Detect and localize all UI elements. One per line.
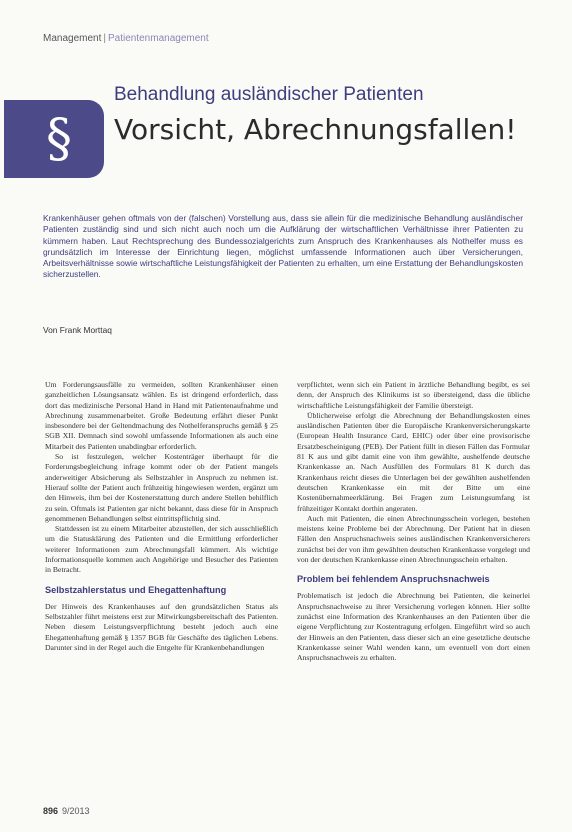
- left-column: [45, 380, 278, 653]
- body-paragraph: Auch mit Patienten, die einen Abrechnungsschein vorlegen, bestehen meistens keine Probleme bei der Abrechnung. Der Patient hat in diesen Fällen den Anspruchsnachweis seines ausländischen Krankenversicherers zunächst bei der von ihm gewählten deutschen Krankenkasse vorgelegt und von der deutschen Krankenkasse einen Abrechnungsschein erhalten.: [297, 513, 530, 565]
- issue-label: 9/2013: [62, 806, 90, 816]
- page-footer: [43, 806, 90, 816]
- header-separator: |: [103, 33, 106, 44]
- body-paragraph: So ist festzulegen, welcher Kostenträger überhaupt für die Forderungsbegleichung infrage kommt oder ob der Patient mangels anderweitiger Absicherung als Selbstzahler in Anspruch zu nehmen ist. Hierauf sollte der Patient auch frühzeitig hingewiesen werden, ergänzt um den Hinweis, ihm bei der Kostenerstattung durch andere Stellen behilflich zu sein. Oftmals ist Patienten gar nicht bekannt, dass diese für in Anspruch genommenen Behandlungen selbst eintrittspflichtig sind.: [45, 452, 278, 523]
- paragraph-icon: §: [46, 109, 72, 169]
- body-paragraph: Um Forderungsausfälle zu vermeiden, sollten Krankenhäuser einen ganzheitlichen Lösungsansatz wählen. Es ist dringend erforderlich, dass dort das medizinische Personal Hand in Hand mit Patientenaufnahme und Abrechnung zusammenarbeitet. Große Bedeutung erfährt dieser Punkt insbesondere bei der Geltendmachung des Nothelferanspruchs gemäß § 25 SGB XII. Demnach sind sowohl umfassende Informationen als auch eine Mitarbeit des Patienten unabdingbar erforderlich.: [45, 380, 278, 451]
- body-paragraph: Üblicherweise erfolgt die Abrechnung der Behandlungskosten eines ausländischen Patienten über die Europäische Krankenversicherungskarte (European Health Insurance Card, EHIC) oder über eine provisorische Ersatzbescheinigung (PEB). Der Patient füllt in diesen Fällen das Formular 81 K aus und gibt damit eine von ihm gewählte, aushelfende deutsche Krankenkasse an. Nach Ausfüllen des Formulars 81 K durch das Krankenhaus reicht dieses die Unterlagen bei der gewählten aushelfenden deutschen Krankenkasse ein mit der Bitte um eine Kostenübernahmeerklärung. Bei Fragen zum Leistungsumfang ist frühzeitiger Kontakt dorthin angeraten.: [297, 410, 530, 513]
- header-section: Management: [43, 33, 102, 44]
- page-number: 896: [43, 806, 59, 816]
- body-paragraph: Stattdessen ist zu einem Mitarbeiter abzustellen, der sich ausschließlich um die Statusklärung des Patienten und die Ermittlung erforderlicher weiterer Informationen zum Abrechnungsfall kümmert. Als wichtige Informationsquelle kommen auch Angehörige und Besucher des Patienten in Betracht.: [45, 524, 278, 575]
- page-header: [43, 33, 209, 44]
- section-heading: Problem bei fehlendem Anspruchsnachweis: [297, 574, 490, 585]
- header-subsection: Patientenmanagement: [107, 33, 209, 44]
- article-lead: Krankenhäuser gehen oftmals von der (falschen) Vorstellung aus, dass sie allein für die medizinische Behandlung ausländischer Patienten zuständig sind und sich nicht auch noch um die Aufklärung der wirtschaftlichen Verhältnisse ihrer Patienten zu kümmern haben. Laut Rechtsprechung des Bundessozialgerichts zum Anspruch des Krankenhauses als Nothelfer muss es grundsätzlich im Interesse der Einrichtung liegen, möglichst umfassende Informationen auch über Versicherungen, Arbeitsverhältnisse sowie wirtschaftliche Leistungsfähigkeit der Patienten zu erhalten, um eine Erstattung der Behandlungskosten sicherzustellen.: [43, 213, 523, 280]
- right-column: [297, 380, 530, 663]
- body-paragraph: Problematisch ist jedoch die Abrechnung bei Patienten, die keinerlei Anspruchsnachweise zu ihrer Versicherung vorlegen können. Hier sollte zunächst eine Information des Krankenhauses an den Patienten über die eigene Verpflichtung zur Kostentragung erfolgen. Eingeführt wird so auch der Hinweis an den Patienten, dass dieser sich an eine gesetzliche deutsche Krankenkasse seiner Wahl wenden kann, um eventuell von dort einen Anspruchsnachweis zu erhalten.: [297, 591, 530, 663]
- article-title: Vorsicht, Abrechnungsfallen!: [114, 113, 517, 146]
- article-author: Von Frank Morttaq: [43, 325, 112, 335]
- paragraph-badge: [14, 100, 104, 178]
- body-paragraph: Der Hinweis des Krankenhauses auf den grundsätzlichen Status als Selbstzahler führt meistens erst zur Mitwirkungsbereitschaft des Patienten. Neben diesem Leistungsverpflichtung besteht jedoch auch eine Ehegattenhaftung gemäß § 1357 BGB für Geschäfte des täglichen Lebens. Darunter sind in der Regel auch die Entgelte für Krankenbehandlungen: [45, 601, 278, 652]
- body-paragraph: verpflichtet, wenn sich ein Patient in ärztliche Behandlung begibt, es sei denn, der Anspruch des Klinikums ist so übersteigend, dass die übliche wirtschaftliche Leistungsfähigkeit der Familie übersteigt.: [297, 380, 530, 410]
- article-kicker: Behandlung ausländischer Patienten: [114, 84, 424, 105]
- section-heading: Selbstzahlerstatus und Ehegattenhaftung: [45, 584, 227, 595]
